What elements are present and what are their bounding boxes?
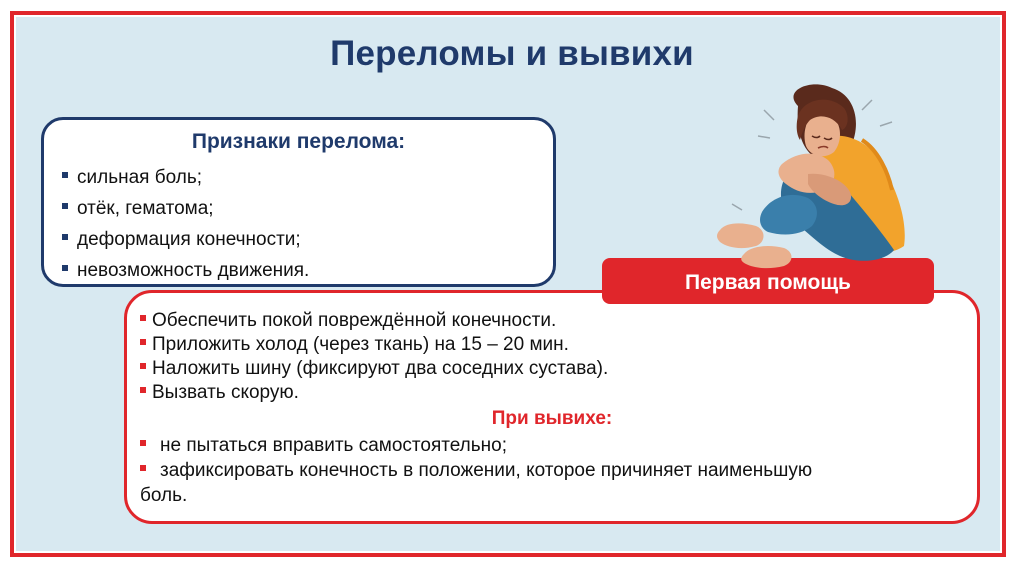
fracture-signs-list bbox=[62, 166, 309, 290]
list-item-text: отёк, гематома; bbox=[77, 198, 214, 219]
bullet-square-icon bbox=[140, 315, 146, 321]
bullet-square-icon bbox=[140, 440, 146, 446]
list-item bbox=[140, 358, 608, 382]
list-item-text: Приложить холод (через ткань) на 15 – 20 мин. bbox=[152, 334, 569, 355]
slide-title: Переломы и вывихи bbox=[330, 34, 694, 73]
list-item-text: Обеспечить покой повреждённой конечности. bbox=[152, 310, 557, 331]
list-item bbox=[140, 458, 840, 508]
bullet-square-icon bbox=[62, 234, 68, 240]
list-item bbox=[62, 166, 309, 197]
bullet-square-icon bbox=[140, 465, 146, 471]
fracture-signs-title: Признаки перелома: bbox=[191, 130, 406, 153]
list-item-text: деформация конечности; bbox=[77, 229, 301, 250]
dislocation-title: При вывихе: bbox=[491, 408, 613, 429]
list-item bbox=[62, 197, 309, 228]
list-item-text: сильная боль; bbox=[77, 167, 203, 188]
list-item bbox=[140, 433, 840, 458]
list-item bbox=[140, 334, 608, 358]
list-item-text: зафиксировать конечность в положении, которое причиняет наименьшую боль. bbox=[140, 460, 813, 506]
list-item bbox=[140, 382, 608, 406]
dislocation-list bbox=[140, 433, 840, 508]
list-item-text: Наложить шину (фиксируют два соседних сустава). bbox=[152, 358, 609, 379]
list-item-text: не пытаться вправить самостоятельно; bbox=[160, 435, 507, 456]
bullet-square-icon bbox=[62, 172, 68, 178]
bullet-square-icon bbox=[140, 363, 146, 369]
fracture-signs-panel bbox=[41, 117, 556, 287]
bullet-square-icon bbox=[140, 387, 146, 393]
bullet-square-icon bbox=[62, 265, 68, 271]
first-aid-title: Первая помощь bbox=[602, 258, 934, 304]
list-item bbox=[62, 259, 309, 290]
bullet-square-icon bbox=[140, 339, 146, 345]
person-in-pain-illustration bbox=[712, 80, 920, 270]
list-item bbox=[140, 310, 608, 334]
list-item-text: Вызвать скорую. bbox=[152, 382, 299, 403]
first-aid-list bbox=[140, 310, 608, 406]
bullet-square-icon bbox=[62, 203, 68, 209]
list-item bbox=[62, 228, 309, 259]
list-item-text: невозможность движения. bbox=[77, 260, 310, 281]
